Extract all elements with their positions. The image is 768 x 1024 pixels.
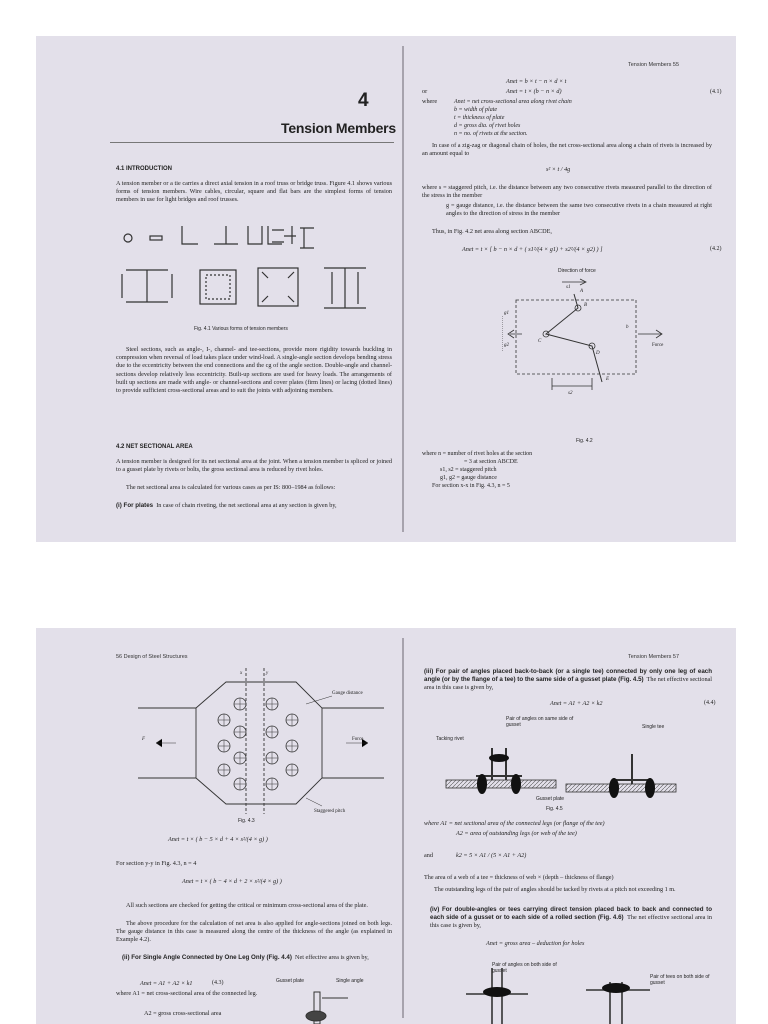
net-area-paragraph: A tension member is designed for its net sectional area at the joint. When a tension member is spliced or joined to a gusset plate by rivets or bolts, the gross sectional area is reduced by rivet holes. bbox=[116, 458, 392, 474]
fig-4-5-tacking-label: Tacking rivet bbox=[436, 736, 464, 742]
critical-section-paragraph: All such sections are checked for getting the critical or minimum cross-sectional area of the plate. bbox=[126, 902, 368, 909]
equation-4-4-number: (4.4) bbox=[704, 700, 716, 706]
equation-4-3: Anet = A1 + A2 × k1 bbox=[140, 980, 193, 987]
after-definitions bbox=[422, 450, 532, 490]
fig-4-3-caption: Fig. 4.3 bbox=[238, 818, 255, 824]
intro-paragraph: A tension member or a tie carries a direct axial tension in a roof truss or bridge truss. Figure 4.1 shows various forms of tension members. Wire cables, circular, square and flat bars are the simplest forms of tension members in use for light bridges and roof trusses. bbox=[116, 180, 392, 204]
pair-angles-paragraph bbox=[424, 668, 712, 693]
procedure-paragraph: The above procedure for the calculation of net area is also applied for angle-sections joined on both legs. The gauge distance in this case is measured along the centre of the thickness of the angle (as explained in Example 4.2). bbox=[116, 920, 392, 944]
fig-4-3-staggered-plate bbox=[136, 668, 386, 818]
fig-4-4-single-angle bbox=[276, 988, 376, 1024]
single-angle-paragraph bbox=[122, 954, 392, 962]
single-angle-fig-label: Single angle bbox=[336, 978, 364, 984]
equation-4-2: Anet = t × [ b − n × d + ( s1²/(4 × g1) + s2²/(4 × g2) ) ] bbox=[462, 246, 603, 253]
s-definition: where s = staggered pitch, i.e. the distance between any two consecutive rivets measured parallel to the direction of the stress in the member bbox=[422, 184, 712, 200]
equation-4-1a: Anet = b × t − n × d × t bbox=[506, 78, 567, 85]
page-57 bbox=[406, 628, 736, 1024]
running-head-55: Tension Members 55 bbox=[628, 62, 680, 68]
fig-4-3-gauge-label: Gauge distance bbox=[332, 691, 363, 696]
fig-4-1-tension-member-forms bbox=[116, 222, 396, 326]
double-angle-text: The net effective sectional area in this case is given by, bbox=[430, 914, 712, 930]
fig-4-5-pair-label: Pair of angles on same side of gusset bbox=[506, 716, 574, 728]
chapter-title: Tension Members bbox=[281, 120, 396, 136]
after-def-s: s1, s2 = staggered pitch bbox=[440, 467, 497, 473]
equation-4-4: Anet = A1 + A2 × k2 bbox=[550, 700, 603, 707]
equation-4-2-number: (4.2) bbox=[710, 246, 722, 252]
fig-4-2-label-s2: s2 bbox=[568, 391, 573, 394]
pair-angles-text: The net effective sectional area in this case is given by, bbox=[424, 676, 713, 692]
fig-4-2-label-b: B bbox=[584, 303, 588, 308]
fig-4-2-caption: Fig. 4.2 bbox=[576, 438, 593, 444]
fig-4-3-x-label: x bbox=[240, 671, 243, 676]
equation-4-1b: Anet = t × (b − n × d) bbox=[506, 88, 562, 95]
double-angle-paragraph bbox=[430, 906, 712, 931]
where-a1-connected: where A1 = net sectional area of the connected legs (or flange of the tee) bbox=[424, 820, 605, 827]
equation-section-yy: Anet = t × ( b − 4 × d + 2 × s²/(4 × g) ) bbox=[182, 878, 282, 885]
spine-gutter bbox=[402, 46, 404, 532]
where-label: where bbox=[422, 98, 438, 105]
page-spread-top bbox=[36, 36, 736, 542]
fig-4-3-force-f: F bbox=[142, 737, 146, 742]
a2-definition-partial: A2 = gross cross-sectional area bbox=[144, 1010, 222, 1017]
page-54 bbox=[36, 36, 402, 542]
equation-4-1-number: (4.1) bbox=[710, 89, 722, 95]
running-head-56: 56 Design of Steel Structures bbox=[116, 654, 188, 660]
definition-t: t = thickness of plate bbox=[454, 115, 505, 121]
fig-4-2-label-g2: g2 bbox=[504, 343, 509, 348]
definitions-list bbox=[454, 98, 572, 138]
pair-angles-label: (iii) For pair of angles placed back-to-back (or a single tee) connected by only one leg of each angle (or by the flange of a tee) to the same side of a gusset plate (Fig. 4.5) bbox=[424, 668, 712, 684]
double-angle-label: (iv) For double-angles or tees carrying direct tension placed back to back and connected to each side of a gusset or to each side of a rolled section (Fig. 4.6) bbox=[430, 906, 712, 922]
where-a1-definition: where A1 = net cross-sectional area of the connected leg. bbox=[116, 990, 258, 997]
and-label: and bbox=[424, 852, 433, 859]
page-55 bbox=[406, 36, 736, 542]
net-area-paragraph-2: The net sectional area is calculated for various cases as per IS: 800–1984 as follows: bbox=[126, 484, 336, 491]
fig-4-2-label-a: A bbox=[580, 289, 584, 294]
sections-paragraph: Steel sections, such as angle-, I-, channel- and tee-sections, provide more rigidity towards buckling in compression when reversal of load takes place under wind-load. A single-angle section develops bending stress due to the eccentricity between the end connections and the cg of the angle section. Double-angle and channel-sections develop relatively less eccentricity. Built-up sections are used for heavy loads. The arrangements of built up sections are made with angle- or channel-sections and cover plates (firm lines) or lacing (dotted lines) to provide sufficient cross-sectional areas and to suit the joints with adjoining members. bbox=[116, 346, 392, 395]
fig-4-3-staggered-label: Staggered pitch bbox=[314, 809, 346, 814]
tee-web-paragraph: The area of a web of a tee = thickness of web × (depth – thickness of flange) bbox=[424, 874, 614, 881]
spine-gutter bbox=[402, 638, 404, 1018]
definition-n: n = no. of rivets at the section. bbox=[454, 131, 528, 137]
fig-4-3-force-label: Force bbox=[352, 737, 364, 742]
fig-4-1-caption: Fig. 4.1 Various forms of tension members bbox=[194, 326, 288, 332]
fig-4-2-label-c: C bbox=[538, 339, 542, 344]
gross-area-equation: Anet = gross area – deduction for holes bbox=[486, 940, 585, 947]
plates-paragraph bbox=[116, 502, 392, 510]
chapter-rule bbox=[110, 142, 394, 143]
fig-4-5-single-tee-label: Single tee bbox=[642, 724, 665, 730]
tacking-pitch-paragraph: The outstanding legs of the pair of angles should be tacked by rivets at a pitch not exceeding 1 m. bbox=[434, 886, 676, 893]
after-def-section-xx: For section x-x in Fig. 4.3, n = 5 bbox=[432, 483, 510, 489]
stagger-fraction: s² × t / 4g bbox=[546, 166, 571, 173]
equation-4-3-number: (4.3) bbox=[212, 980, 224, 986]
fig-4-6-pair-angles-label: Pair of angles on both side of gusset bbox=[492, 962, 557, 974]
thus-text: Thus, in Fig. 4.2 net area along section ABCDE, bbox=[432, 228, 552, 235]
definition-anet: Anet = net cross-sectional area along rivet chain bbox=[454, 99, 572, 105]
fig-4-2-force-label: Force bbox=[652, 343, 664, 348]
g-definition: g = gauge distance, i.e. the distance between the same two consecutive rivets in a chain measured at right angles to the direction of stress in the member bbox=[446, 202, 712, 218]
or-label: or bbox=[422, 88, 428, 95]
page-spread-bottom bbox=[36, 628, 736, 1024]
zigzag-paragraph: In case of a zig-zag or diagonal chain of holes, the net cross-sectional area along a chain of rivets is increased by an amount equal to bbox=[422, 142, 712, 158]
equation-section-xx: Anet = t × ( b − 5 × d + 4 × s²/(4 × g) ) bbox=[168, 836, 268, 843]
fig-4-2-label-d: D bbox=[596, 351, 600, 356]
gusset-plate-label: Gusset plate bbox=[276, 978, 305, 984]
fig-4-6-double-angle-diagram bbox=[446, 964, 696, 1024]
plates-label: (i) For plates bbox=[116, 502, 154, 509]
k2-equation: k2 = 5 × A1 / (5 × A1 + A2) bbox=[456, 852, 527, 859]
chapter-number: 4 bbox=[358, 90, 369, 111]
fig-4-2-label-g1: g1 bbox=[504, 311, 509, 316]
section-heading-4-1: 4.1 INTRODUCTION bbox=[116, 166, 173, 172]
fig-4-2-label-s1: s1 bbox=[566, 285, 571, 290]
plates-text: In case of chain riveting, the net sectional area at any section is given by, bbox=[156, 502, 337, 509]
fig-4-6-pair-tees-label: Pair of tees on both side of gusset bbox=[650, 974, 710, 986]
after-def-n-value: = 3 at section ABCDE bbox=[464, 459, 518, 465]
running-head-57: Tension Members 57 bbox=[628, 654, 680, 660]
where-a2-outstanding: A2 = area of outstanding legs (or web of the tee) bbox=[456, 830, 577, 837]
fig-4-2-plate-diagram bbox=[502, 276, 692, 394]
fig-4-2-label-e: E bbox=[606, 377, 610, 382]
definition-b: b = width of plate bbox=[454, 107, 498, 113]
section-heading-4-2: 4.2 NET SECTIONAL AREA bbox=[116, 444, 193, 450]
fig-4-5-gusset-label: Gusset plate bbox=[536, 796, 565, 802]
page-56 bbox=[36, 628, 402, 1024]
definition-d: d = gross dia. of rivet holes bbox=[454, 123, 521, 129]
fig-4-2-direction-label: Direction of force bbox=[558, 268, 596, 274]
single-angle-label: (ii) For Single Angle Connected by One Leg Only (Fig. 4.4) bbox=[122, 954, 292, 961]
section-yy-text: For section y-y in Fig. 4.3, n = 4 bbox=[116, 860, 197, 867]
after-def-g: g1, g2 = gauge distance bbox=[440, 475, 497, 481]
fig-4-5-angle-tee-diagram bbox=[436, 740, 686, 804]
single-angle-text: Net effective area is given by, bbox=[295, 954, 369, 961]
fig-4-5-caption: Fig. 4.5 bbox=[546, 806, 563, 812]
fig-4-3-y-label: y bbox=[266, 671, 269, 676]
after-def-n: where n = number of rivet holes at the section bbox=[422, 451, 533, 457]
fig-4-2-label-b-width: b bbox=[626, 325, 629, 330]
